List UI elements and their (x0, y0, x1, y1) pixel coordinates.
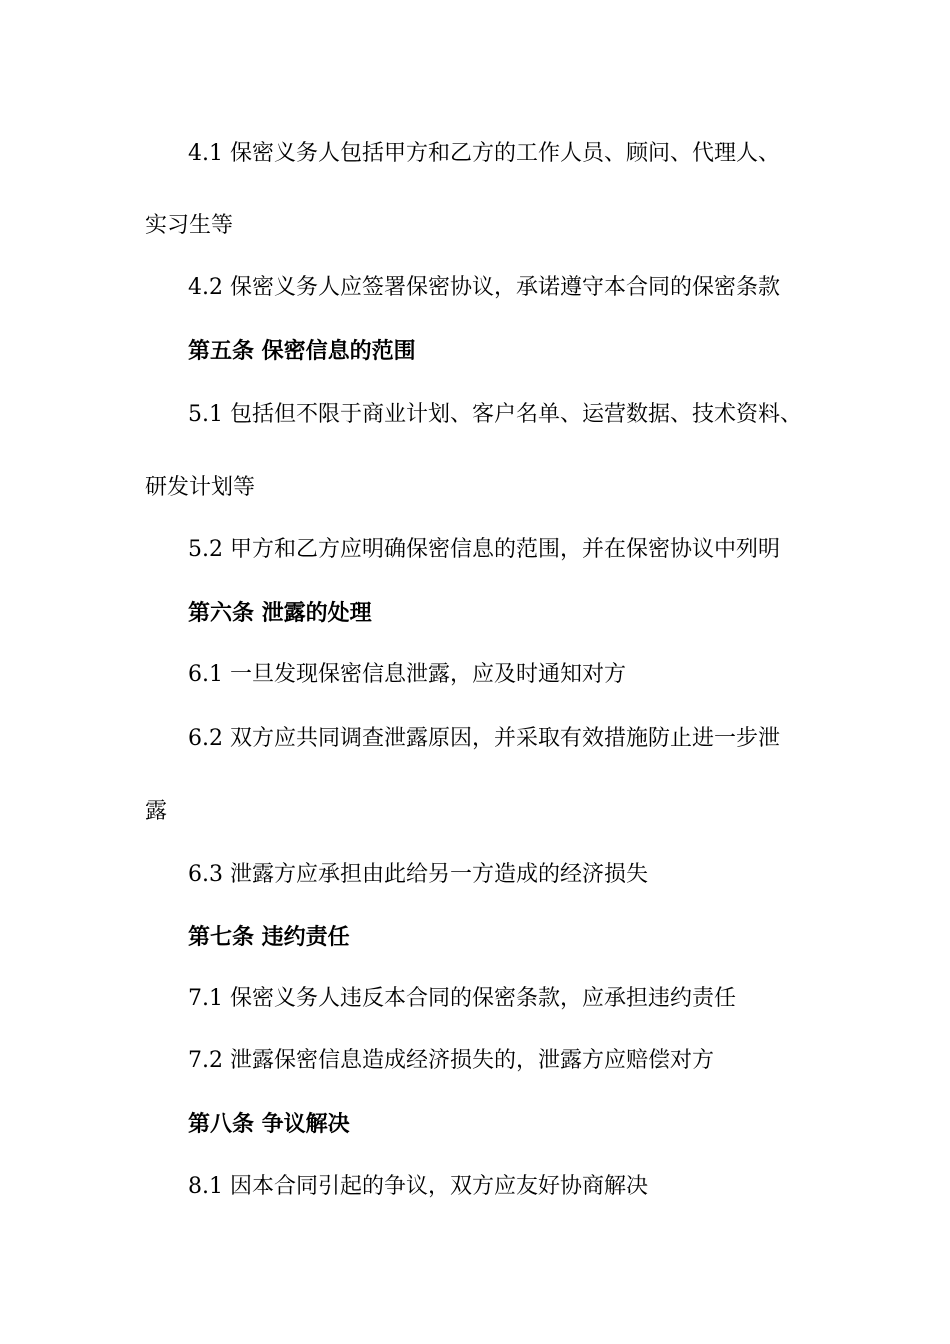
article-6-heading: 第六条 泄露的处理 (188, 600, 372, 626)
clause-5-1-line-2: 研发计划等 (145, 475, 256, 500)
article-8-heading: 第八条 争议解决 (188, 1111, 350, 1137)
clause-6-2-line-1: 6.2 双方应共同调查泄露原因，并采取有效措施防止进一步泄 (188, 726, 780, 751)
clause-4-1-line-2: 实习生等 (145, 213, 234, 238)
clause-7-1: 7.1 保密义务人违反本合同的保密条款，应承担违约责任 (188, 986, 736, 1011)
clause-6-2-line-2: 露 (145, 799, 168, 824)
clause-5-1-line-1: 5.1 包括但不限于商业计划、客户名单、运营数据、技术资料、 (188, 402, 802, 427)
article-7-heading: 第七条 违约责任 (188, 924, 350, 950)
clause-4-1-line-1: 4.1 保密义务人包括甲方和乙方的工作人员、顾问、代理人、 (188, 141, 780, 166)
clause-6-3: 6.3 泄露方应承担由此给另一方造成的经济损失 (188, 862, 648, 887)
clause-4-2: 4.2 保密义务人应签署保密协议，承诺遵守本合同的保密条款 (188, 275, 780, 300)
clause-7-2: 7.2 泄露保密信息造成经济损失的，泄露方应赔偿对方 (188, 1048, 714, 1073)
article-5-heading: 第五条 保密信息的范围 (188, 338, 416, 364)
clause-8-1: 8.1 因本合同引起的争议，双方应友好协商解决 (188, 1174, 648, 1199)
clause-6-1: 6.1 一旦发现保密信息泄露，应及时通知对方 (188, 662, 626, 687)
clause-5-2: 5.2 甲方和乙方应明确保密信息的范围，并在保密协议中列明 (188, 537, 780, 562)
